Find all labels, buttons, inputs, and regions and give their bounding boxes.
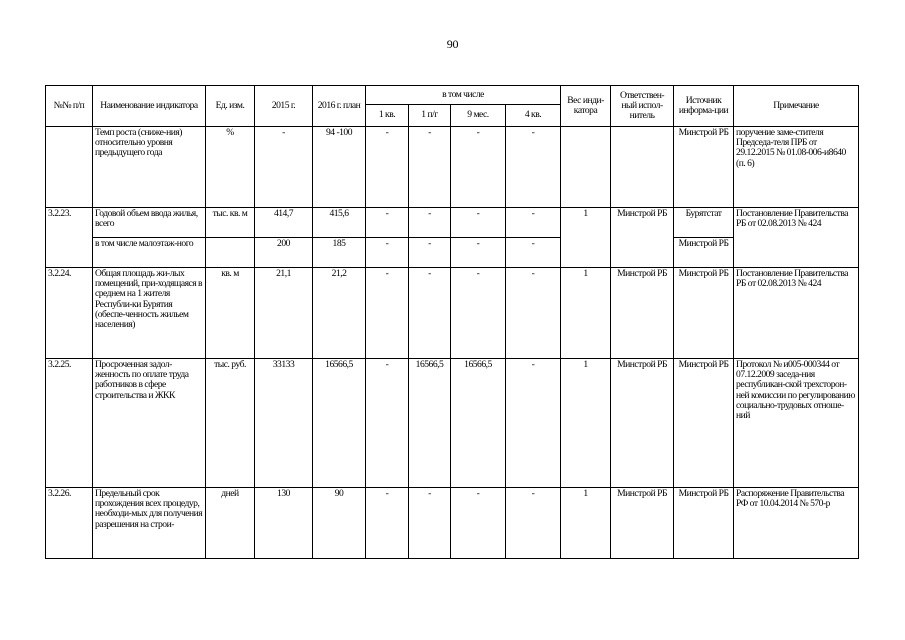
indicator-name: Темп роста (сниже-ния) относительно уровня предыдущего года: [93, 127, 206, 208]
indicator-name: Просроченная задол-женность по оплате труда работников в сфере строительства и ЖКК: [93, 359, 206, 488]
responsible: Минстрой РБ: [611, 208, 674, 268]
value-q4: -: [506, 359, 561, 488]
value-2015: 130: [255, 488, 313, 559]
value-2016: 21,2: [313, 268, 366, 359]
header-q4: 4 кв.: [506, 105, 561, 127]
weight: [561, 127, 611, 208]
note: Постановление Правительства РБ от 02.08.2013 № 424: [734, 208, 859, 268]
value-2016: 94 -100: [313, 127, 366, 208]
header-note: Примечание: [734, 86, 859, 127]
value-q1: -: [366, 488, 409, 559]
value-2016: 16566,5: [313, 359, 366, 488]
value-2015: 33133: [255, 359, 313, 488]
header-h1: 1 п/г: [409, 105, 451, 127]
value-q1: -: [366, 127, 409, 208]
source: Минстрой РБ: [674, 488, 734, 559]
row-number: 3.2.26.: [46, 488, 93, 559]
row-number: 3.2.25.: [46, 359, 93, 488]
value-h1: -: [409, 238, 451, 268]
header-unit: Ед. изм.: [206, 86, 255, 127]
value-h1: -: [409, 208, 451, 238]
value-2016: 90: [313, 488, 366, 559]
table-row: [46, 359, 859, 488]
indicators-table: [45, 85, 859, 559]
row-number: 3.2.24.: [46, 268, 93, 359]
value-q4: -: [506, 208, 561, 238]
unit: дней: [206, 488, 255, 559]
header-2015: 2015 г.: [255, 86, 313, 127]
indicator-name: Годовой объем ввода жилья, всего: [93, 208, 206, 238]
responsible: Минстрой РБ: [611, 268, 674, 359]
note: Постановление Правительства РБ от 02.08.2013 № 424: [734, 268, 859, 359]
header-name: Наименование индикатора: [93, 86, 206, 127]
value-h1: -: [409, 488, 451, 559]
source: Минстрой РБ: [674, 238, 734, 268]
note: Протокол № и005-000344 от 07.12.2009 заседа-ния республикан-ской трехсторон-ней комиссии по регулированию социально-трудовых отноше-ний: [734, 359, 859, 488]
unit: тыс. кв. м: [206, 208, 255, 238]
value-2015: 200: [255, 238, 313, 268]
value-h1: -: [409, 127, 451, 208]
page-number: 90: [446, 37, 459, 51]
header-responsible: Ответствен-ный испол-нитель: [611, 86, 674, 127]
value-q1: -: [366, 208, 409, 238]
value-q4: -: [506, 238, 561, 268]
header-source: Источник информа-ции: [674, 86, 734, 127]
header-2016: 2016 г. план: [313, 86, 366, 127]
row-number: 3.2.23.: [46, 208, 93, 268]
table-row: [46, 127, 859, 208]
value-q4: -: [506, 488, 561, 559]
value-9m: -: [451, 238, 506, 268]
source: Минстрой РБ: [674, 268, 734, 359]
note: Распоряжение Правительства РФ от 10.04.2014 № 570-р: [734, 488, 859, 559]
value-q1: -: [366, 238, 409, 268]
note: поручение заме-стителя Председа-теля ПРБ от 29.12.2015 № 01.08-006-и8640 (п. 6): [734, 127, 859, 208]
value-h1: 16566,5: [409, 359, 451, 488]
value-9m: -: [451, 127, 506, 208]
unit: тыс. руб.: [206, 359, 255, 488]
value-2015: -: [255, 127, 313, 208]
header-num: №№ п/п: [46, 86, 93, 127]
source: Минстрой РБ: [674, 359, 734, 488]
header-q1: 1 кв.: [366, 105, 409, 127]
value-q1: -: [366, 268, 409, 359]
value-9m: -: [451, 208, 506, 238]
header-9m: 9 мес.: [451, 105, 506, 127]
value-2016: 185: [313, 238, 366, 268]
unit: [206, 238, 255, 268]
table-row: [46, 268, 859, 359]
value-q4: -: [506, 268, 561, 359]
value-h1: -: [409, 268, 451, 359]
table-row: [46, 208, 859, 238]
row-number: [46, 127, 93, 208]
indicator-name: Предельный срок прохождения всех процедур, необходи-мых для получения разрешения на строи-: [93, 488, 206, 559]
value-2015: 21,1: [255, 268, 313, 359]
source: Минстрой РБ: [674, 127, 734, 208]
value-q4: -: [506, 127, 561, 208]
weight: 1: [561, 268, 611, 359]
weight: 1: [561, 488, 611, 559]
header-row: [46, 86, 859, 105]
weight: 1: [561, 359, 611, 488]
unit: %: [206, 127, 255, 208]
value-9m: 16566,5: [451, 359, 506, 488]
source: Бурятстат: [674, 208, 734, 238]
responsible: Минстрой РБ: [611, 488, 674, 559]
value-2016: 415,6: [313, 208, 366, 238]
responsible: Минстрой РБ: [611, 359, 674, 488]
responsible: [611, 127, 674, 208]
indicator-name: Общая площадь жи-лых помещений, при-ходящаяся в среднем на 1 жителя Республи-ки Бурятия (обеспе-ченность жильем населения): [93, 268, 206, 359]
header-including: в том числе: [366, 86, 561, 105]
weight: 1: [561, 208, 611, 268]
value-2015: 414,7: [255, 208, 313, 238]
table-row: [46, 488, 859, 559]
value-9m: -: [451, 488, 506, 559]
unit: кв. м: [206, 268, 255, 359]
indicator-name: в том числе малоэтаж-ного: [93, 238, 206, 268]
value-9m: -: [451, 268, 506, 359]
value-q1: -: [366, 359, 409, 488]
header-weight: Вес инди-катора: [561, 86, 611, 127]
